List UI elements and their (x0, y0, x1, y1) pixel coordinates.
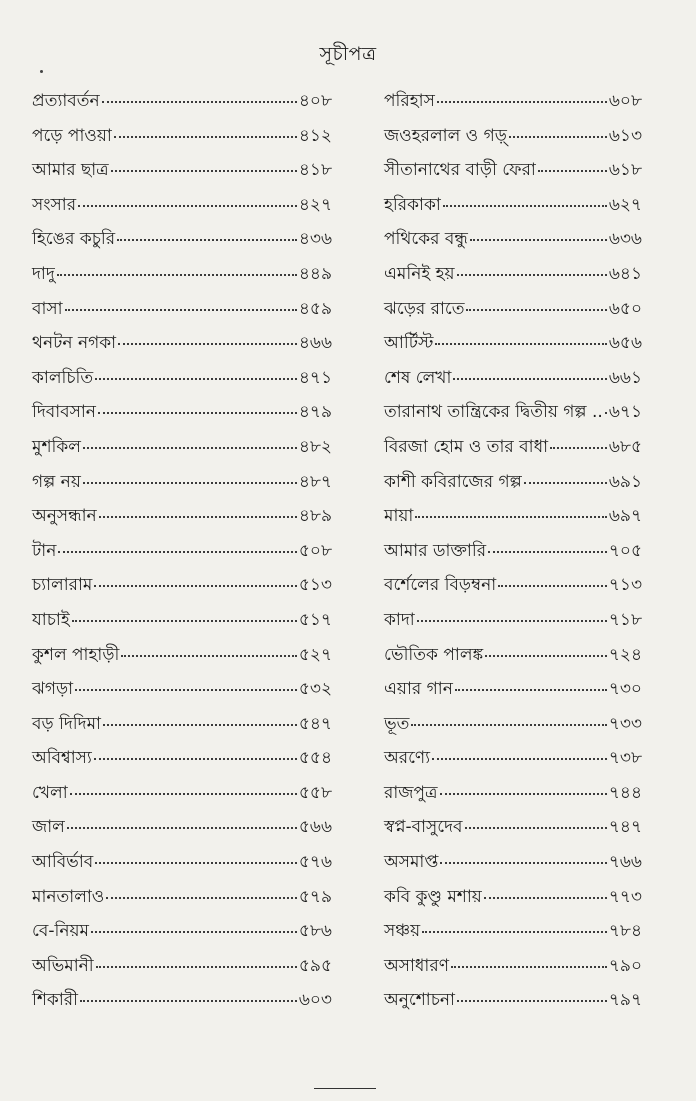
entry-page-number: ৭৪৪ (608, 782, 642, 803)
dot-leader (509, 136, 607, 138)
entry-page-number: ৪৫৯ (298, 298, 332, 319)
toc-entry (32, 365, 332, 400)
toc-entry (32, 192, 332, 227)
entry-page-number: ৫০৮ (298, 540, 332, 561)
entry-title: পরিহাস (384, 91, 435, 111)
entry-title: শিকারী (32, 990, 78, 1011)
entry-title: দিবাবসান (32, 402, 96, 423)
entry-page-number: ৬১৩ (608, 125, 642, 146)
entry-page-number: ৭০৫ (608, 540, 642, 561)
entry-title: টান (32, 540, 57, 561)
entry-page-number: ৫২৭ (298, 644, 332, 665)
entry-title: অনুশোচনা (384, 990, 455, 1011)
toc-entry (32, 330, 332, 365)
entry-page-number: ৬০৮ (608, 91, 642, 111)
entry-page-number: ৬৪১ (608, 263, 642, 284)
dot-leader (415, 516, 607, 518)
toc-entry (384, 814, 642, 849)
entry-title: সীতানাথের বাড়ী ফেরা (384, 160, 536, 181)
dot-leader (103, 724, 297, 726)
entry-page-number: ৫৬৬ (298, 817, 332, 838)
dot-leader (75, 689, 297, 691)
entry-title: ভূত (384, 713, 410, 734)
toc-entry (384, 538, 642, 573)
entry-page-number: ৫১৩ (298, 575, 332, 596)
entry-title: অসাধারণ (384, 955, 449, 976)
toc-entry (32, 884, 332, 919)
entry-title: শেষ লেখা (384, 367, 452, 388)
entry-page-number: ৭৪৭ (608, 817, 642, 838)
dot-leader (440, 793, 607, 795)
dot-leader (422, 931, 607, 933)
dot-leader (83, 447, 297, 449)
entry-page-number: ৫১৭ (298, 609, 332, 630)
entry-page-number: ৪৩৬ (298, 229, 332, 250)
entry-title: অবিশ্বাস্য (32, 748, 92, 769)
toc-entry (384, 918, 642, 953)
dot-leader (455, 689, 607, 691)
dot-leader (411, 724, 606, 726)
entry-page-number: ৭২৪ (608, 644, 642, 665)
toc-left-column (32, 88, 332, 1022)
dot-leader (96, 966, 297, 968)
dot-leader (70, 793, 297, 795)
entry-page-number: ৭৮৪ (608, 921, 642, 942)
toc-entry (384, 261, 642, 296)
entry-title: বিরজা হোম ও তার বাধা (384, 436, 549, 457)
dot-leader (488, 551, 607, 553)
toc-entry (32, 157, 332, 192)
toc-entry (384, 88, 642, 123)
toc-entry (384, 226, 642, 261)
entry-page-number: ৫৭৬ (298, 852, 332, 873)
entry-page-number: ৬৫০ (608, 298, 642, 319)
entry-page-number: ৪৭৯ (298, 402, 332, 423)
toc-entry (32, 399, 332, 434)
toc-entry (384, 849, 642, 884)
entry-title: তারানাথ তান্ত্রিকের দ্বিতীয় গল্প .. (384, 402, 603, 423)
toc-entry (384, 192, 642, 227)
entry-page-number: ৬১৮ (608, 160, 642, 181)
toc-entry (384, 434, 642, 469)
toc-entry (32, 538, 332, 573)
toc-entry (32, 987, 332, 1022)
entry-title: আমার ডাক্তারি (384, 540, 487, 561)
entry-page-number: ৬৭১ (608, 402, 642, 423)
toc-entry (32, 849, 332, 884)
entry-page-number: ৭৩৩ (608, 713, 642, 734)
entry-page-number: ৫৫৮ (298, 782, 332, 803)
entry-page-number: ৪৬৬ (298, 333, 332, 354)
toc-entry (384, 884, 642, 919)
dot-leader (57, 274, 297, 276)
entry-title: খেলা (32, 782, 68, 803)
dot-leader (94, 585, 297, 587)
entry-page-number: ৭১৮ (608, 609, 642, 630)
entry-title: আমার ছাত্র (32, 160, 109, 181)
toc-entry (32, 814, 332, 849)
entry-title: মায়া (384, 506, 414, 527)
toc-entry (32, 123, 332, 158)
toc-entry (32, 745, 332, 780)
entry-title: অরণ্যে (384, 748, 431, 769)
entry-page-number: ৪২৭ (298, 194, 332, 215)
dot-leader (417, 620, 607, 622)
dot-leader (78, 205, 297, 207)
dot-leader (432, 758, 607, 760)
entry-page-number: ৬৮৫ (608, 436, 642, 457)
entry-title: সংসার (32, 194, 77, 215)
entry-page-number: ৫৫৪ (298, 748, 332, 769)
toc-entry (384, 330, 642, 365)
toc-entry (384, 157, 642, 192)
entry-title: হিঙের কচুরি (32, 229, 116, 250)
entry-page-number: ৬৩৬ (608, 229, 642, 250)
entry-title: আবির্ভাব (32, 852, 94, 873)
dot-leader (524, 482, 607, 484)
entry-page-number: ৪৪৯ (298, 263, 332, 284)
entry-page-number: ৭৯০ (608, 955, 642, 976)
entry-page-number: ৫৩২ (298, 679, 332, 700)
entry-title: মানতালাও (32, 886, 105, 907)
entry-title: হরিকাকা (384, 194, 441, 215)
dot-leader (106, 897, 297, 899)
dot-leader (58, 551, 297, 553)
toc-entry (32, 711, 332, 746)
dot-leader (72, 620, 297, 622)
page-title: সূচীপত্র (319, 43, 377, 65)
entry-page-number: ৪১৮ (298, 160, 332, 181)
dot-leader (102, 101, 297, 103)
entry-title: স্বপ্ন-বাসুদেব (384, 817, 463, 838)
dot-leader (457, 1000, 607, 1002)
entry-page-number: ৪৮৭ (298, 471, 332, 492)
dot-leader (550, 447, 607, 449)
dot-leader (498, 585, 607, 587)
toc-entry (384, 745, 642, 780)
entry-page-number: ৪০৮ (298, 91, 332, 111)
dot-leader (451, 966, 607, 968)
toc-entry (32, 918, 332, 953)
entry-page-number: ৫৪৭ (298, 713, 332, 734)
toc-entry (384, 296, 642, 331)
dot-leader (91, 931, 297, 933)
toc-entry (384, 503, 642, 538)
entry-title: আর্টিস্ট (384, 333, 434, 354)
toc-entry (384, 676, 642, 711)
entry-page-number: ৪১২ (298, 125, 332, 146)
entry-page-number: ৬৬১ (608, 367, 642, 388)
entry-page-number: ৭৩০ (608, 679, 642, 700)
entry-title: এয়ার গান (384, 679, 453, 700)
entry-title: জাল (32, 817, 65, 838)
entry-title: জওহরলাল ও গড়্ (384, 125, 507, 146)
entry-page-number: ৬৫৬ (608, 333, 642, 354)
toc-entry (32, 572, 332, 607)
entry-page-number: ৭৬৬ (608, 852, 642, 873)
toc-entry (32, 676, 332, 711)
toc-entry (384, 365, 642, 400)
entry-title: গল্প নয় (32, 471, 81, 492)
entry-title: কালচিতি (32, 367, 94, 388)
dot-leader (538, 170, 607, 172)
dot-leader (466, 309, 606, 311)
dot-leader (484, 897, 607, 899)
entry-page-number: ৫৭৯ (298, 886, 332, 907)
dot-leader (94, 758, 297, 760)
entry-page-number: ৪৭১ (298, 367, 332, 388)
toc-entry (32, 261, 332, 296)
dot-leader (118, 343, 297, 345)
toc-entry (384, 607, 642, 642)
toc-entry (384, 987, 642, 1022)
footer-rule (314, 1088, 376, 1089)
entry-page-number: ৭৭৩ (608, 886, 642, 907)
dot-leader (435, 343, 606, 345)
toc-entry (384, 780, 642, 815)
dot-leader (95, 378, 297, 380)
dot-leader (114, 136, 297, 138)
entry-title: বড় দিদিমা (32, 713, 101, 734)
entry-title: কাদা (384, 609, 415, 630)
toc-entry (384, 399, 642, 434)
dot-leader (67, 827, 297, 829)
entry-page-number: ৫৮৬ (298, 921, 332, 942)
toc-entry (32, 953, 332, 988)
entry-page-number: ৪৮২ (298, 436, 332, 457)
dot-leader (95, 862, 297, 864)
entry-title: দাদু (32, 263, 55, 284)
toc-entry (32, 503, 332, 538)
entry-title: বে-নিয়ম (32, 921, 89, 942)
toc-entry (384, 572, 642, 607)
entry-page-number: ৭১৩ (608, 575, 642, 596)
entry-page-number: ৫৯৫ (298, 955, 332, 976)
entry-page-number: ৬৯৭ (608, 506, 642, 527)
toc-entry (384, 123, 642, 158)
dot-leader (485, 655, 607, 657)
toc-entry (32, 780, 332, 815)
dot-leader (453, 378, 606, 380)
entry-title: বাসা (32, 298, 63, 319)
dot-leader (111, 170, 297, 172)
dot-leader (605, 412, 607, 414)
dot-leader (98, 412, 297, 414)
entry-page-number: ৭৩৮ (608, 748, 642, 769)
dot-leader (470, 239, 607, 241)
toc-entry (384, 711, 642, 746)
entry-title: কাশী কবিরাজের গল্প (384, 471, 522, 492)
entry-page-number: ৪৮৯ (298, 506, 332, 527)
dot-leader (117, 239, 297, 241)
entry-title: এমনিই হয় (384, 263, 455, 284)
entry-title: বর্শেলের বিড়ম্বনা (384, 575, 497, 596)
toc-entry (384, 953, 642, 988)
entry-page-number: ৬০৩ (298, 990, 332, 1011)
dot-leader (121, 655, 297, 657)
entry-title: ঝড়ের রাতে (384, 298, 465, 319)
toc-entry (384, 469, 642, 504)
toc-right-column (384, 88, 642, 1022)
entry-title: অভিমানী (32, 955, 94, 976)
entry-page-number: ৬২৭ (608, 194, 642, 215)
entry-title: ভৌতিক পালঙ্ক (384, 644, 484, 665)
entry-title: রাজপুত্র (384, 782, 438, 803)
toc-entry (32, 607, 332, 642)
entry-title: মুশকিল (32, 436, 81, 457)
toc-entry (32, 88, 332, 123)
dot-leader (80, 1000, 297, 1002)
entry-page-number: ৭৯৭ (608, 990, 642, 1011)
dot-leader (83, 482, 297, 484)
entry-title: অসমাপ্ত (384, 852, 439, 873)
toc-entry (32, 642, 332, 677)
entry-title: যাচাই (32, 609, 70, 630)
dot-leader (65, 309, 297, 311)
entry-title: কুশল পাহাড়ী (32, 644, 120, 665)
entry-title: পড়ে পাওয়া (32, 125, 112, 146)
entry-title: থনটন নগকা (32, 333, 117, 354)
entry-title: প্রত্যাবর্তন (32, 91, 100, 111)
entry-title: ঝগড়া (32, 679, 74, 700)
toc-entry (32, 296, 332, 331)
entry-title: সঞ্চয় (384, 921, 421, 942)
dot-leader (457, 274, 607, 276)
entry-title: পথিকের বন্ধু (384, 229, 468, 250)
toc-entry (32, 226, 332, 261)
dot-leader (437, 101, 607, 103)
toc-entry (384, 642, 642, 677)
entry-title: চ্যালারাম (32, 575, 93, 596)
entry-page-number: ৬৯১ (608, 471, 642, 492)
dot-leader (440, 862, 607, 864)
entry-title: কবি কুণ্ডু মশায় (384, 886, 482, 907)
dot-leader (465, 827, 607, 829)
dot-leader (99, 516, 297, 518)
toc-entry (32, 469, 332, 504)
dot-leader (443, 205, 607, 207)
entry-title: অনুসন্ধান (32, 506, 97, 527)
toc-entry (32, 434, 332, 469)
